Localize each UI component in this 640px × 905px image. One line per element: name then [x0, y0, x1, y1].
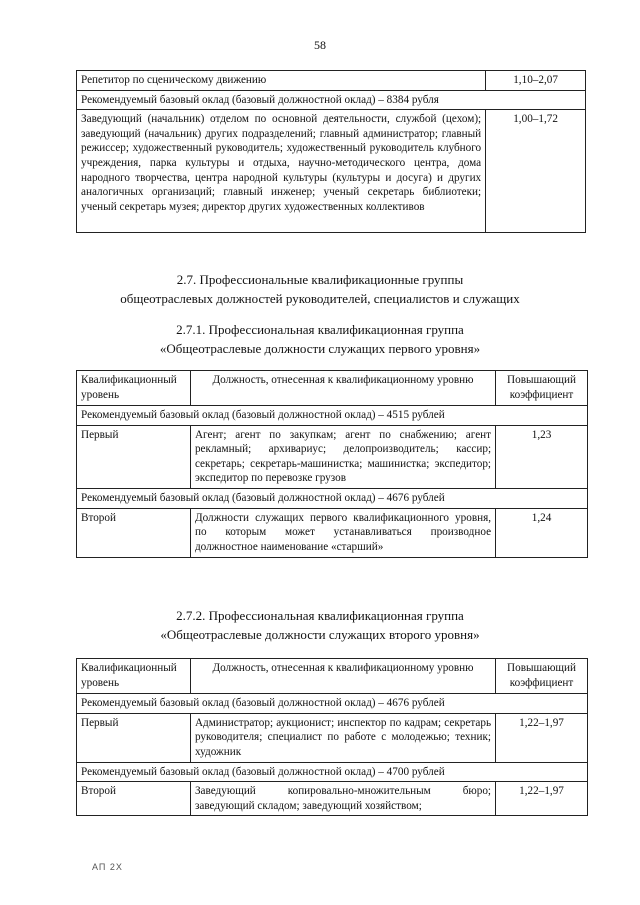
salary-row: [77, 694, 588, 714]
salary-cell: Рекомендуемый базовый оклад (базовый должностной оклад) – 4676 рублей: [77, 694, 588, 714]
section-heading-2-7-2: [0, 606, 640, 644]
salary-row: [77, 762, 588, 782]
salary-row: [77, 488, 588, 508]
coef-cell: 1,22–1,97: [496, 782, 588, 816]
header-level: Квалификационный уровень: [77, 659, 191, 694]
table-row: [77, 110, 586, 233]
table-row: [77, 713, 588, 762]
section-heading-2-7-1: [0, 320, 640, 358]
header-position: Должность, отнесенная к квалификационному уровню: [190, 371, 495, 406]
header-row: [77, 659, 588, 694]
heading-line: общеотраслевых должностей руководителей, специалистов и служащих: [120, 291, 520, 306]
header-row: [77, 371, 588, 406]
position-cell: Заведующий копировально-множительным бюро; заведующий складом; заведующий хозяйством;: [190, 782, 495, 816]
header-level: Квалификационный уровень: [77, 371, 191, 406]
heading-line: 2.7.1. Профессиональная квалификационная группа: [176, 322, 464, 337]
section-heading-2-7: [0, 270, 640, 308]
heading-line: «Общеотраслевые должности служащих второго уровня»: [160, 627, 480, 642]
heading-line: «Общеотраслевые должности служащих первого уровня»: [159, 341, 481, 356]
position-cell: Администратор; аукционист; инспектор по кадрам; секретарь руководителя; специалист по работе с молодежью; техник; художник: [190, 713, 495, 762]
salary-cell: Рекомендуемый базовый оклад (базовый должностной оклад) – 4676 рублей: [77, 488, 588, 508]
position-cell: Агент; агент по закупкам; агент по снабжению; агент рекламный; архивариус; делопроизводитель; кассир; секретарь; секретарь-машинистка; машинистка; экспедитор; экспедитор по перевозке грузов: [190, 425, 495, 488]
position-cell: Репетитор по сценическому движению: [77, 71, 486, 91]
level-cell: Первый: [77, 713, 191, 762]
header-position: Должность, отнесенная к квалификационному уровню: [190, 659, 495, 694]
level-cell: Второй: [77, 782, 191, 816]
salary-row: [77, 90, 586, 110]
salary-cell: Рекомендуемый базовый оклад (базовый должностной оклад) – 8384 рубля: [77, 90, 586, 110]
table-row: [77, 425, 588, 488]
level-cell: Первый: [77, 425, 191, 488]
coef-cell: 1,10–2,07: [486, 71, 586, 91]
heading-line: 2.7.2. Профессиональная квалификационная группа: [176, 608, 464, 623]
coef-cell: 1,24: [496, 508, 588, 557]
table-row: [77, 782, 588, 816]
table-row: [77, 71, 586, 91]
salary-cell: Рекомендуемый базовый оклад (базовый должностной оклад) – 4515 рублей: [77, 406, 588, 426]
coef-cell: 1,23: [496, 425, 588, 488]
position-cell: Должности служащих первого квалификационного уровня, по которым может устанавливаться производное должностное наименование «старший»: [190, 508, 495, 557]
header-coef: Повышающий коэффициент: [496, 659, 588, 694]
salary-cell: Рекомендуемый базовый оклад (базовый должностной оклад) – 4700 рублей: [77, 762, 588, 782]
coef-cell: 1,22–1,97: [496, 713, 588, 762]
table-row: [77, 508, 588, 557]
level-cell: Второй: [77, 508, 191, 557]
top-table: [76, 70, 586, 233]
position-cell: Заведующий (начальник) отделом по основной деятельности, службой (цехом); заведующий (начальник) других подразделений; главный администратор; главный режиссер; художественный руководитель; художественный руководитель клубного учреждения, парка культуры и отдыха, научно-методического центра, дома народного творчества, центра народной культуры (культуры и досуга) и других аналогичных организаций; главный инженер; ученый секретарь библиотеки; ученый секретарь музея; директор других художественных коллективов: [77, 110, 486, 233]
qualification-table-1: [76, 370, 588, 558]
qualification-table-2: [76, 658, 588, 816]
page-number: 58: [314, 38, 326, 52]
heading-line: 2.7. Профессиональные квалификационные группы: [176, 272, 464, 287]
header-coef: Повышающий коэффициент: [496, 371, 588, 406]
footer-mark: АП 2Х: [92, 862, 123, 872]
coef-cell: 1,00–1,72: [486, 110, 586, 233]
salary-row: [77, 406, 588, 426]
